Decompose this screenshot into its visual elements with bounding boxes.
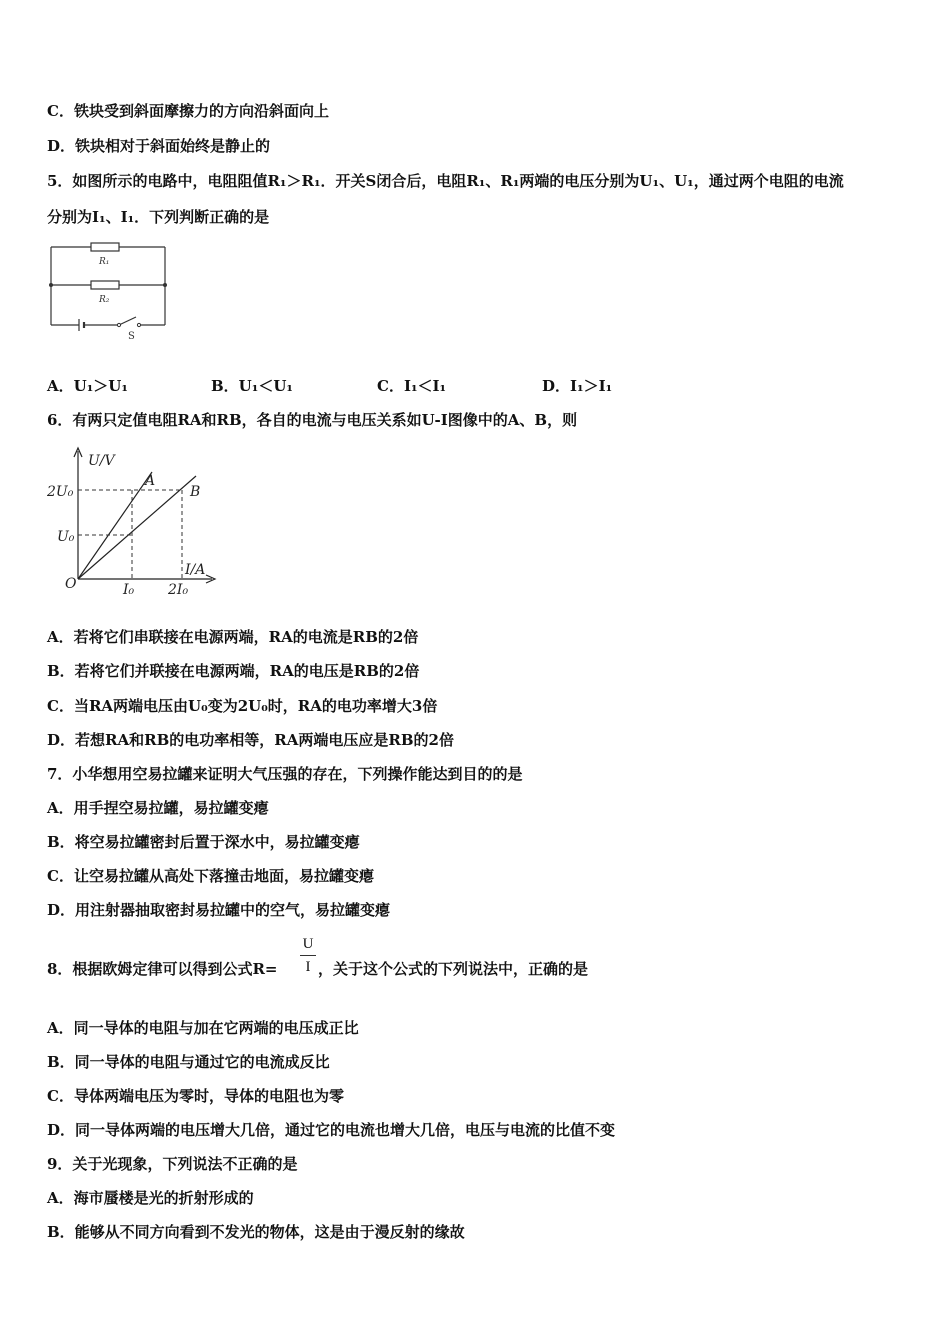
x-axis-label: I/A: [185, 562, 206, 578]
q5-text-line2: 分别为I₁、I₁．下列判断正确的是: [47, 208, 270, 226]
q7-option-a: A．用手捏空易拉罐，易拉罐变瘪: [47, 799, 269, 817]
q6-option-b: B．若将它们并联接在电源两端，RA的电压是RB的2倍: [47, 662, 420, 680]
tick-u0: U₀: [57, 529, 75, 545]
label-r2: R₂: [99, 295, 110, 305]
formula-numerator: U: [302, 936, 314, 952]
q5-text-line1: 5．如图所示的电路中，电阻阻值R₁＞R₁．开关S闭合后，电阻R₁、R₁两端的电压分别为U₁、U₁，通过两个电阻的电流: [47, 172, 844, 190]
tick-i0: I₀: [123, 582, 135, 598]
q8-text-post: ，关于这个公式的下列说法中，正确的是: [318, 960, 589, 978]
q5-option-b: B．U₁＜U₁: [211, 377, 293, 395]
tick-2i0: 2I₀: [168, 582, 189, 598]
q7-text: 7．小华想用空易拉罐来证明大气压强的存在，下列操作能达到目的的是: [47, 765, 523, 783]
circuit-diagram: [44, 238, 179, 343]
q8-option-c: C．导体两端电压为零时，导体的电阻也为零: [47, 1087, 344, 1105]
q6-text: 6．有两只定值电阻RA和RB，各自的电流与电压关系如U-I图像中的A、B，则: [47, 411, 578, 429]
q5-option-c: C．I₁＜I₁: [377, 377, 447, 395]
q8-option-b: B．同一导体的电阻与通过它的电流成反比: [47, 1053, 330, 1071]
q8-option-d: D．同一导体两端的电压增大几倍，通过它的电流也增大几倍，电压与电流的比值不变: [47, 1121, 616, 1139]
fraction-bar: [300, 955, 316, 956]
line-a-label: A: [145, 473, 156, 489]
q8-text-pre: 8．根据欧姆定律可以得到公式R=: [47, 960, 278, 978]
resistor-r2: [91, 281, 119, 289]
q7-option-b: B．将空易拉罐密封后置于深水中，易拉罐变瘪: [47, 833, 360, 851]
line-b-label: B: [190, 484, 201, 500]
q5-option-d: D．I₁＞I₁: [542, 377, 613, 395]
q6-option-a: A．若将它们串联接在电源两端，RA的电流是RB的2倍: [47, 628, 419, 646]
option-c-prev: C．铁块受到斜面摩擦力的方向沿斜面向上: [47, 102, 329, 120]
label-r1: R₁: [99, 257, 110, 267]
q9-text: 9．关于光现象，下列说法不正确的是: [47, 1155, 298, 1173]
y-axis-label: U/V: [88, 453, 115, 469]
formula-denominator: I: [305, 959, 311, 975]
origin-label: O: [65, 576, 77, 592]
resistor-r1: [91, 243, 119, 251]
q7-option-c: C．让空易拉罐从高处下落撞击地面，易拉罐变瘪: [47, 867, 374, 885]
option-d-prev: D．铁块相对于斜面始终是静止的: [47, 137, 271, 155]
switch-s: [119, 317, 136, 325]
line-b: [78, 476, 196, 579]
q9-option-a: A．海市蜃楼是光的折射形成的: [47, 1189, 254, 1207]
q8-option-a: A．同一导体的电阻与加在它两端的电压成正比: [47, 1019, 359, 1037]
line-a: [78, 472, 152, 579]
label-s: S: [128, 331, 135, 342]
q6-option-c: C．当RA两端电压由U₀变为2U₀时，RA的电功率增大3倍: [47, 697, 438, 715]
tick-2u0: 2U₀: [47, 484, 74, 500]
q5-option-a: A．U₁＞U₁: [47, 377, 128, 395]
q7-option-d: D．用注射器抽取密封易拉罐中的空气，易拉罐变瘪: [47, 901, 391, 919]
q9-option-b: B．能够从不同方向看到不发光的物体，这是由于漫反射的缘故: [47, 1223, 465, 1241]
ui-graph: [44, 443, 224, 603]
q6-option-d: D．若想RA和RB的电功率相等，RA两端电压应是RB的2倍: [47, 731, 454, 749]
